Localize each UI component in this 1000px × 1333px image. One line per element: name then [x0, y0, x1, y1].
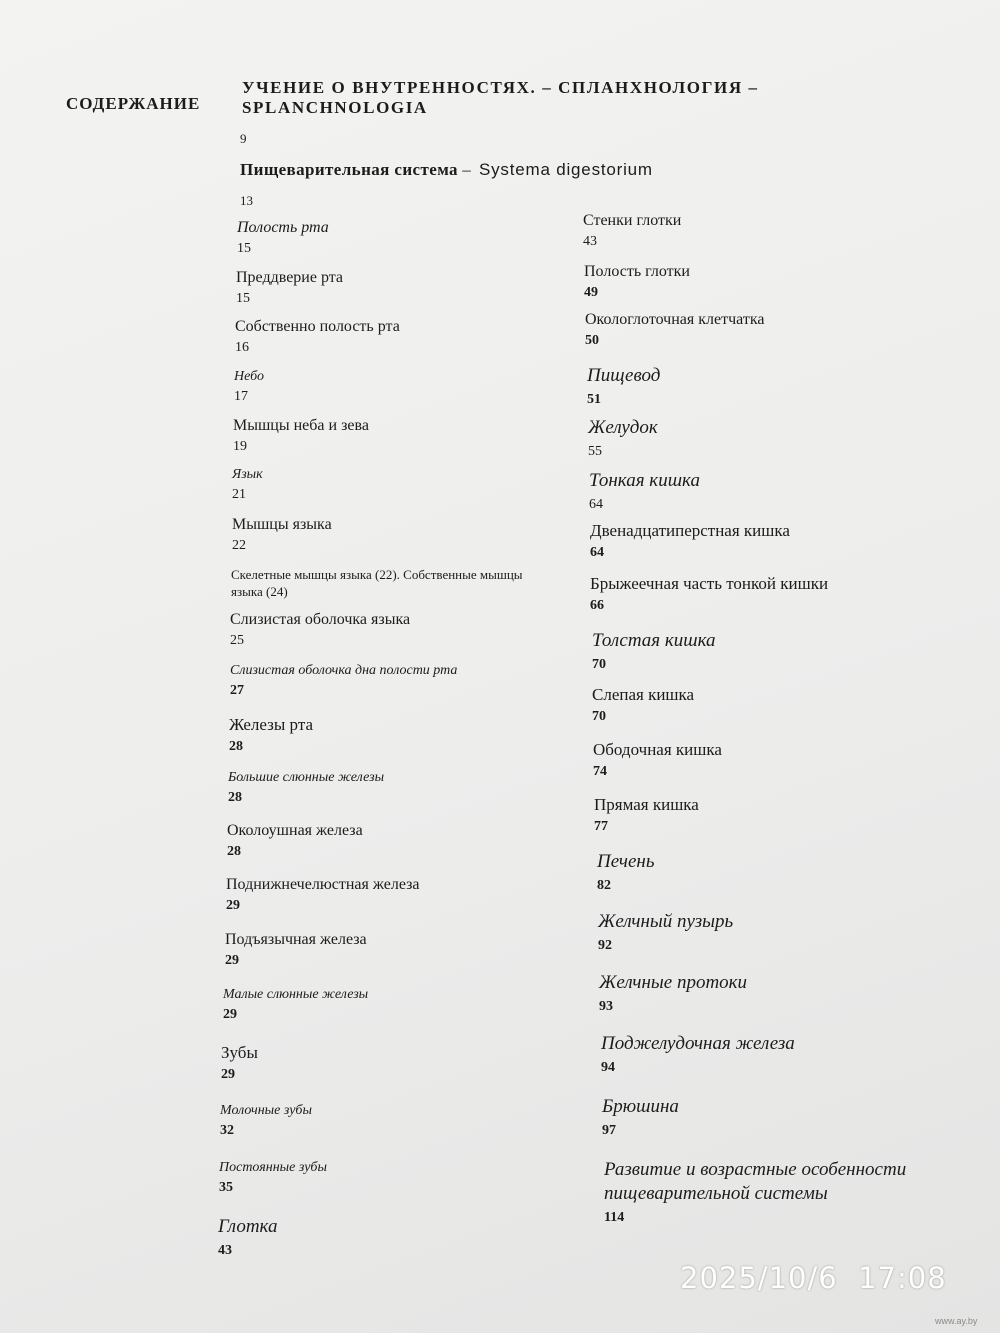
- toc-entry-page: 74: [593, 763, 607, 779]
- toc-entry-page: 97: [602, 1122, 616, 1138]
- toc-entry-page: 28: [227, 844, 241, 860]
- toc-entry: [233, 417, 369, 455]
- system-title-dash: –: [462, 160, 471, 179]
- toc-entry-page: 66: [590, 597, 604, 613]
- toc-entry: [235, 318, 400, 356]
- toc-entry-page: 64: [590, 544, 604, 560]
- toc-entry-page: 43: [218, 1242, 232, 1258]
- toc-entry-title: Глотка: [218, 1216, 278, 1237]
- toc-entry: [597, 850, 654, 894]
- toc-entry-page: 49: [584, 285, 598, 301]
- toc-entry: [587, 364, 660, 408]
- toc-entry-title: Околоушная железа: [227, 822, 363, 839]
- toc-entry: [237, 219, 329, 257]
- toc-entry-page: 29: [221, 1066, 235, 1082]
- toc-entry-page: 29: [225, 953, 239, 969]
- toc-entry-title: Зубы: [221, 1043, 258, 1062]
- toc-entry: [599, 971, 747, 1015]
- toc-entry: [226, 876, 420, 914]
- toc-entry-page: 43: [583, 234, 597, 250]
- toc-entry-title: Небо: [234, 369, 264, 384]
- toc-entry-page: 92: [598, 937, 612, 953]
- toc-entry: [583, 212, 681, 250]
- toc-entry-title: Большие слюнные железы: [228, 770, 385, 785]
- system-title-lat: Systema digestorium: [478, 160, 653, 179]
- toc-entry-page: 29: [223, 1007, 237, 1023]
- toc-entry-page: 82: [597, 877, 611, 893]
- toc-entry-page: 32: [220, 1123, 234, 1139]
- toc-entry: [228, 770, 384, 806]
- toc-entry: [594, 795, 699, 835]
- toc-entry: [590, 574, 828, 614]
- toc-entry-title: Мышцы языка: [232, 516, 332, 533]
- toc-entry-page: 94: [601, 1059, 615, 1075]
- toc-entry-title: Слепая кишка: [592, 685, 695, 704]
- toc-entry-page: 55: [588, 443, 602, 459]
- system-title-ru: Пищеварительная система: [240, 160, 458, 179]
- toc-entry-title: Постоянные зубы: [219, 1160, 327, 1175]
- toc-entry-page: 70: [592, 708, 606, 724]
- toc-entry-title: Толстая кишка: [592, 630, 716, 651]
- toc-entry-page: 21: [232, 487, 246, 503]
- system-heading: [240, 160, 653, 180]
- toc-entry: [589, 469, 700, 513]
- toc-entry-page: 35: [219, 1180, 233, 1196]
- toc-entry-title: Печень: [597, 851, 655, 872]
- toc-entry: [592, 629, 716, 673]
- section-title-ru: УЧЕНИЕ О ВНУТРЕННОСТЯХ. – СПЛАНХНОЛОГИЯ –: [242, 78, 759, 97]
- toc-entry: [604, 1158, 906, 1226]
- toc-entry: [234, 369, 264, 405]
- toc-entry: [593, 740, 722, 780]
- toc-entry: [601, 1032, 795, 1076]
- toc-entry-page: 70: [592, 656, 606, 672]
- contents-label: СОДЕРЖАНИЕ: [66, 94, 201, 113]
- photo-timestamp: 2025/10/6 17:08: [680, 1261, 947, 1295]
- toc-entry-title: Железы рта: [229, 715, 313, 734]
- toc-entry: [236, 269, 343, 307]
- section-title-lat: SPLANCHNOLOGIA: [242, 98, 428, 117]
- toc-entry-page: 50: [585, 333, 599, 349]
- toc-entry: [221, 1043, 258, 1083]
- toc-entry-title: Прямая кишка: [594, 795, 699, 814]
- toc-entry-page: 16: [235, 340, 249, 356]
- toc-entry-title: Ободочная кишка: [593, 740, 722, 759]
- toc-entry-title: Желчный пузырь: [598, 911, 734, 932]
- toc-entry-title: Подъязычная железа: [225, 931, 367, 948]
- toc-entry-title: Язык: [232, 467, 263, 482]
- toc-entry: [588, 416, 658, 460]
- toc-entry: [602, 1095, 679, 1139]
- toc-entry: [229, 715, 313, 755]
- toc-entry: [223, 987, 368, 1023]
- toc-entry-title: Желчные протоки: [599, 972, 748, 993]
- toc-entry-page: 93: [599, 998, 613, 1014]
- toc-entry: [592, 685, 694, 725]
- toc-entry-title: Желудок: [588, 417, 658, 438]
- toc-entry-page: 25: [230, 633, 244, 649]
- toc-entry: [227, 822, 363, 860]
- toc-entry-page: 51: [587, 391, 601, 407]
- toc-entry: [225, 931, 367, 969]
- toc-entry-title: Поднижнечелюстная железа: [226, 876, 420, 893]
- toc-entry-page: 22: [232, 538, 246, 554]
- toc-entry-title: Слизистая оболочка языка: [230, 611, 411, 628]
- toc-entry-title: Двенадцатиперстная кишка: [590, 521, 790, 540]
- toc-entry-title: Малые слюнные железы: [223, 987, 369, 1002]
- toc-entry: [219, 1160, 327, 1196]
- toc-entry-title: Брыжеечная часть тонкой кишки: [590, 574, 829, 593]
- toc-entry-title: Полость рта: [237, 219, 329, 236]
- toc-entry-note: [231, 567, 541, 601]
- system-page-number: 13: [240, 193, 253, 208]
- toc-entry-title: Брюшина: [602, 1096, 679, 1117]
- toc-entry: [218, 1215, 277, 1259]
- toc-entry-page: 17: [234, 389, 248, 405]
- section-page-number: 9: [240, 131, 247, 146]
- toc-entry-title: Молочные зубы: [220, 1103, 312, 1118]
- toc-entry-page: 15: [237, 241, 251, 257]
- toc-entry: [598, 910, 733, 954]
- toc-entry-title: Тонкая кишка: [589, 470, 700, 491]
- toc-entry: [585, 311, 764, 349]
- toc-entry-page: 15: [236, 291, 250, 307]
- toc-entry-page: 19: [233, 439, 247, 455]
- toc-entry-page: 64: [589, 496, 603, 512]
- toc-entry-title: Преддверие рта: [236, 269, 344, 286]
- toc-entry: [220, 1103, 312, 1139]
- toc-entry-title: Стенки глотки: [583, 212, 682, 229]
- toc-entry-page: 28: [229, 738, 243, 754]
- toc-entry-title: Скелетные мышцы языка (22). Собственные мышцы языка (24): [231, 567, 523, 599]
- toc-entry-page: 29: [226, 898, 240, 914]
- toc-entry: [590, 521, 790, 561]
- toc-entry-page: 27: [230, 683, 244, 699]
- toc-entry-title: Мышцы неба и зева: [233, 417, 369, 434]
- toc-entry-title-cont: пищеварительной системы: [604, 1182, 828, 1204]
- toc-entry-title: Пищевод: [587, 365, 661, 386]
- section-title: [242, 78, 759, 118]
- toc-entry: [230, 663, 457, 699]
- toc-entry-page: 28: [228, 790, 242, 806]
- toc-entry-title: Окологлоточная клетчатка: [585, 311, 765, 328]
- site-watermark: www.ay.by: [935, 1316, 978, 1326]
- toc-entry-title: Поджелудочная железа: [601, 1033, 795, 1054]
- toc-entry: [232, 467, 263, 503]
- toc-entry: [232, 516, 332, 554]
- toc-entry-title: Слизистая оболочка дна полости рта: [230, 663, 458, 678]
- toc-entry-title: Развитие и возрастные особенности: [604, 1159, 907, 1180]
- toc-entry-page: 114: [604, 1209, 625, 1225]
- toc-entry: [584, 263, 690, 301]
- toc-entry-title: Собственно полость рта: [235, 318, 400, 335]
- toc-entry: [230, 611, 410, 649]
- toc-entry-page: 77: [594, 818, 608, 834]
- toc-entry-title: Полость глотки: [584, 263, 690, 280]
